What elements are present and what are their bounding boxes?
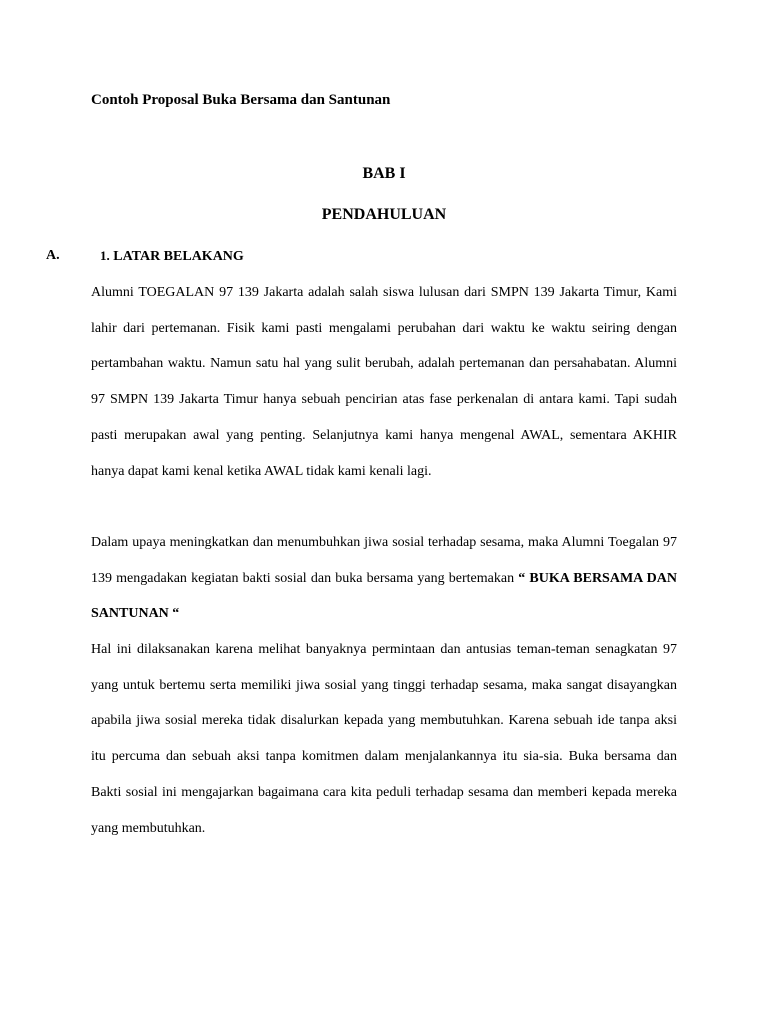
paragraph-purpose: Hal ini dilaksanakan karena melihat banyaknya permintaan dan antusias teman-teman senagkatan 97 yang untuk bertemu serta memiliki jiwa sosial yang tinggi terhadap sesama, maka sangat disayangkan apabila jiwa sosial mereka tidak disalurkan kepada yang membutuhkan. Karena sebuah ide tanpa aksi itu percuma dan sebuah aksi tanpa komitmen dalam menjalankannya itu sia-sia. Buka bersama dan Bakti sosial ini mengajarkan bagaimana cara kita peduli terhadap sesama dan memberi kepada mereka yang membutuhkan.	[91, 642, 677, 836]
activity-theme: “ BUKA BERSAMA DAN SANTUNAN “	[91, 570, 677, 622]
paragraph-background: Alumni TOEGALAN 97 139 Jakarta adalah salah siswa lulusan dari SMPN 139 Jakarta Timur, Kami lahir dari pertemanan. Fisik kami pasti mengalami perubahan dari waktu ke waktu seiring dengan pertambahan waktu. Namun satu hal yang sulit berubah, adalah pertemanan dan persahabatan. Alumni 97 SMPN 139 Jakarta Timur hanya sebuah pencirian atas fase perkenalan di antara kami. Tapi sudah pasti merupakan awal yang penting. Selanjutnya kami hanya mengenal AWAL, sementara AKHIR hanya dapat kami kenal ketika AWAL tidak kami kenali lagi.	[91, 285, 677, 479]
subsection-number: 1.	[100, 248, 110, 263]
section-letter: A.	[46, 248, 60, 263]
paragraph-activity-text: Dalam upaya meningkatkan dan menumbuhkan jiwa sosial terhadap sesama, maka Alumni Toegalan 97 139 mengadakan kegiatan bakti sosial dan buka bersama yang bertemakan	[91, 535, 677, 586]
subsection-heading	[100, 248, 244, 265]
chapter-title: PENDAHULUAN	[321, 206, 447, 223]
document-title: Contoh Proposal Buka Bersama dan Santunan	[91, 92, 391, 108]
paragraph-activity	[91, 525, 677, 632]
chapter-number: BAB I	[362, 165, 406, 182]
subsection-title: LATAR BELAKANG	[113, 249, 244, 264]
